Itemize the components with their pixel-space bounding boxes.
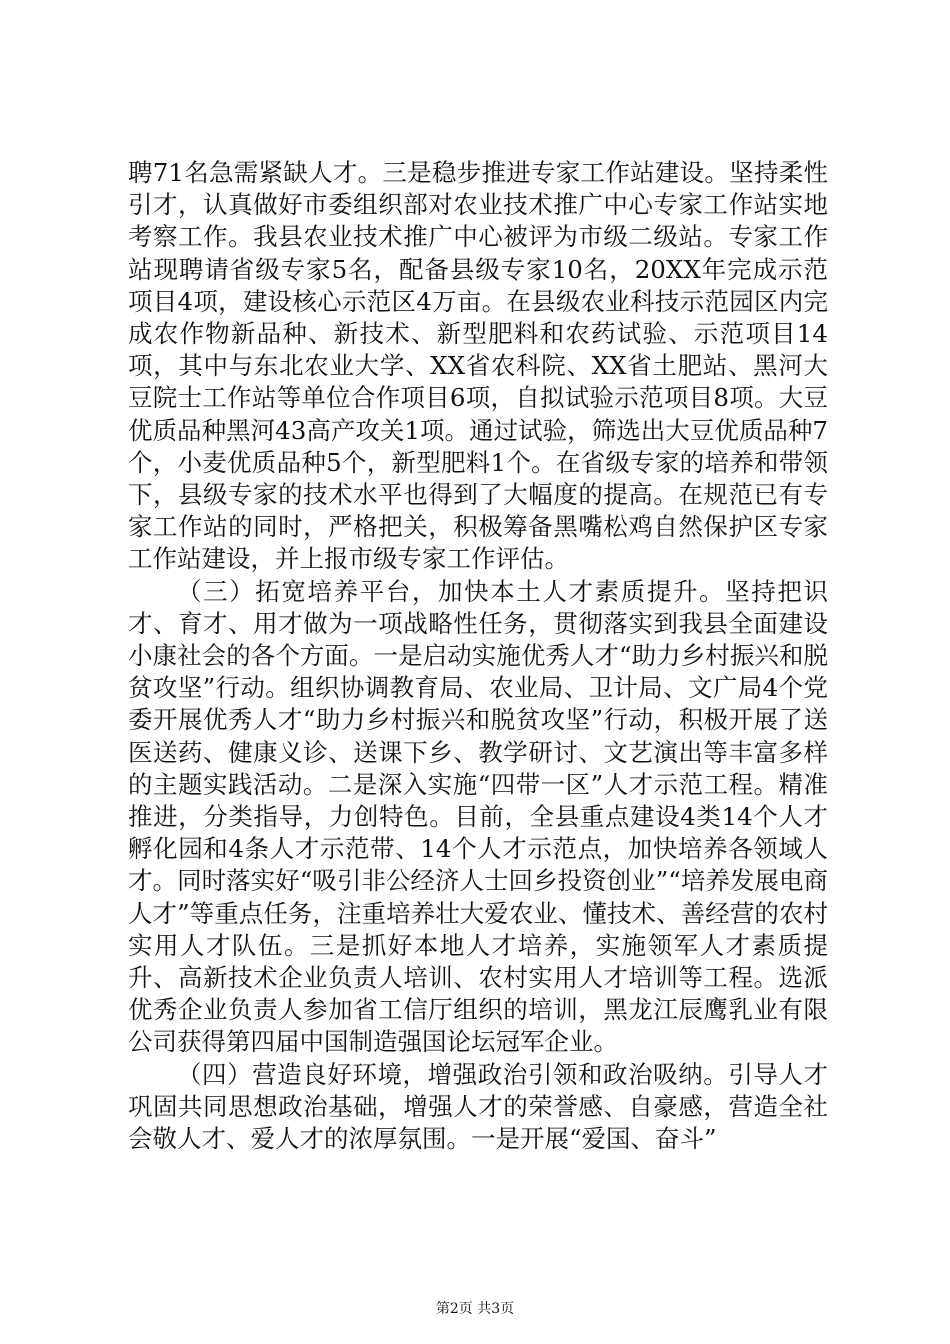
document-body xyxy=(128,157,828,1155)
paragraph-continuation: 聘71名急需紧缺人才。三是稳步推进专家工作站建设。坚持柔性引才，认真做好市委组织部对农业技术推广中心专家工作站实地考察工作。我县农业技术推广中心被评为市级二级站。专家工作站现聘请省级专家5名，配备县级专家10名，20XX年完成示范项目4项，建设核心示范区4万亩。在县级农业科技示范园区内完成农作物新品种、新技术、新型肥料和农药试验、示范项目14项，其中与东北农业大学、XX省农科院、XX省土肥站、黑河大豆院士工作站等单位合作项目6项，自拟试验示范项目8项。大豆优质品种黑河43高产攻关1项。通过试验，筛选出大豆优质品种7个，小麦优质品种5个，新型肥料1个。在省级专家的培养和带领下，县级专家的技术水平也得到了大幅度的提高。在规范已有专家工作站的同时，严格把关，积极筹备黑嘴松鸡自然保护区专家工作站建设，并上报市级专家工作评估。 xyxy=(128,158,828,574)
page-number-footer: 第2页 共3页 xyxy=(435,1301,515,1317)
paragraph-section-three: （三）拓宽培养平台，加快本土人才素质提升。坚持把识才、育才、用才做为一项战略性任务，贯彻落实到我县全面建设小康社会的各个方面。一是启动实施优秀人才“助力乡村振兴和脱贫攻坚”行动。组织协调教育局、农业局、卫计局、文广局4个党委开展优秀人才“助力乡村振兴和脱贫攻坚”行动，积极开展了送医送药、健康义诊、送课下乡、教学研讨、文艺演出等丰富多样的主题实践活动。二是深入实施“四带一区”人才示范工程。精准推进，分类指导，力创特色。目前，全县重点建设4类14个人才孵化园和4条人才示范带、14个人才示范点，加快培养各领域人才。同时落实好“吸引非公经济人士回乡投资创业”“培养发展电商人才”等重点任务，注重培养壮大爱农业、懂技术、善经营的农村实用人才队伍。三是抓好本地人才培养，实施领军人才素质提升、高新技术企业负责人培训、农村实用人才培训等工程。选派优秀企业负责人参加省工信厅组织的培训，黑龙江辰鹰乳业有限公司获得第四届中国制造强国论坛冠军企业。 xyxy=(128,576,828,1057)
paragraph-section-four: （四）营造良好环境，增强政治引领和政治吸纳。引导人才巩固共同思想政治基础，增强人才的荣誉感、自豪感，营造全社会敬人才、爱人才的浓厚氛围。一是开展“爱国、奋斗” xyxy=(128,1059,828,1154)
